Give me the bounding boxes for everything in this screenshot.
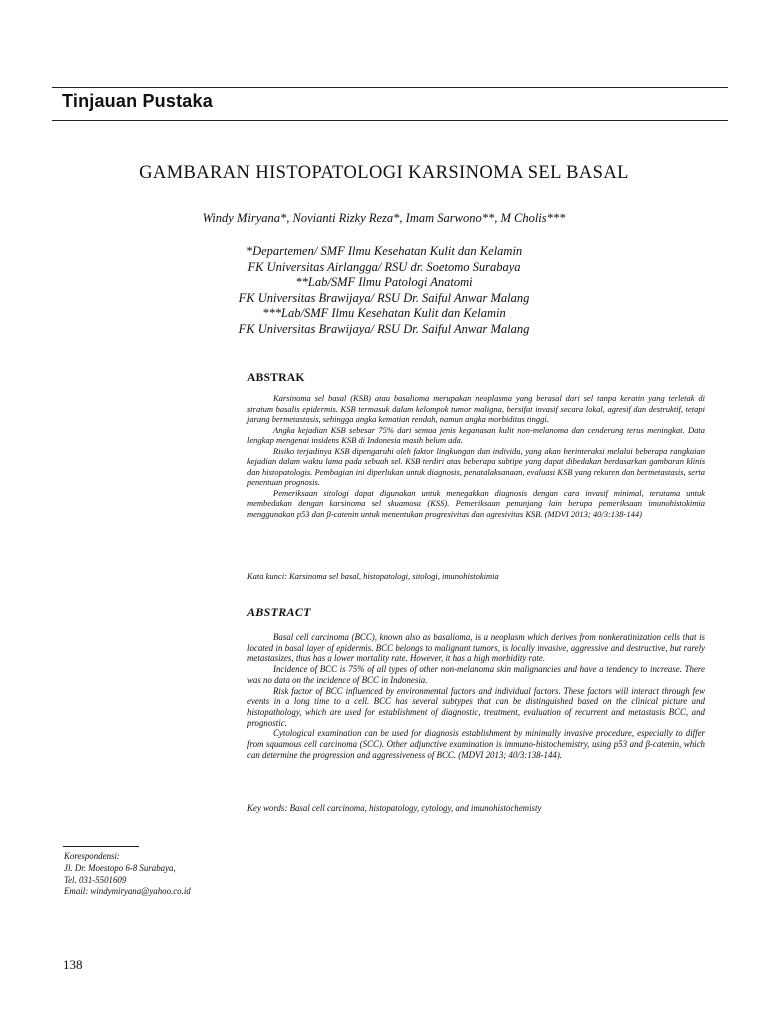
affiliations: [0, 244, 768, 338]
affiliation-line: ***Lab/SMF Ilmu Kesehatan Kulit dan Kelamin: [262, 306, 506, 321]
correspondence-footnote: [64, 851, 191, 898]
affiliation-line: FK Universitas Airlangga/ RSU dr. Soetomo Surabaya: [247, 259, 521, 274]
abstrak-paragraph: Angka kejadian KSB sebesar 75% dari semua jenis keganasan kulit non-melanoma dan cenderung terus meningkat. Data lengkap mengenai insidens KSB di Indonesia masih belum ada.: [247, 424, 705, 445]
correspondence-phone: Tel. 031-5501609: [64, 874, 127, 885]
abstract-body: [247, 632, 705, 760]
affiliation-line: *Departemen/ SMF Ilmu Kesehatan Kulit dan Kelamin: [245, 244, 523, 258]
abstract-paragraph: Risk factor of BCC influenced by environmental factors and individual factors. These factors will interact through few events in a long time to a cell. BCC has several subtypes that can be distinguished based on the clinical picture and histopathology, which are used for establishment of diagnostic, treatment, evaluation of recurrent and metastasis BCC, and prognostic.: [247, 685, 705, 728]
abstrak-body: [247, 393, 705, 519]
abstract-paragraph: Cytological examination can be used for diagnosis establishment by minimally invasive procedure, especially to differ from squamous cell carcinoma (SCC). Other adjunctive examination is immuno-histochemistry, using p53 and β-catenin, which can determine the progression and aggressiveness of BCC. (MDVI 2013; 40/3:138-144).: [247, 728, 705, 760]
abstract-paragraph: Incidence of BCC is 75% of all types of other non-melanoma skin malignancies and have a tendency to increase. There was no data on the incidence of BCC in Indonesia.: [247, 664, 705, 685]
abstrak-paragraph: Karsinoma sel basal (KSB) atau basalioma merupakan neoplasma yang berasal dari sel tanpa keratin yang terletak di stratum basalis epidermis. KSB termasuk dalam kelompok tumor maligna, bersifat invasif secara lokal, agresif dan destruktif, tetapi jarang bermetastasis, sehingga angka kematian rendah, namun angka morbiditas tinggi.: [247, 393, 705, 424]
header-bottom-rule: [52, 120, 728, 121]
correspondence-email: Email: windymiryana@yahoo.co.id: [64, 886, 191, 897]
abstrak-heading: ABSTRAK: [247, 372, 305, 384]
abstrak-paragraph: Risiko terjadinya KSB dipengaruhi oleh faktor lingkungan dan individu, yang akan berinteraksi melalui beberapa rangkaian kejadian dalam waktu lama pada sebuah sel. KSB terdiri atas beberapa subtipe yang dapat dibedakan berdasarkan gambaran klinis dan histopatologis. Pembagian ini diperlukan untuk diagnosis, penatalaksanaan, evaluasi KSB yang rekuren dan bermetastasis, serta penentuan prognosis.: [247, 445, 705, 487]
footnote-rule: [63, 846, 139, 847]
header-top-rule: [52, 87, 728, 88]
section-header: Tinjauan Pustaka: [62, 91, 213, 111]
page-number: 138: [63, 957, 83, 972]
author-list: Windy Miryana*, Novianti Rizky Reza*, Imam Sarwono**, M Cholis***: [202, 211, 566, 225]
key-words: Key words: Basal cell carcinoma, histopatology, cytology, and imunohistochemisty: [247, 803, 542, 813]
kata-kunci: Kata kunci: Karsinoma sel basal, histopatologi, sitologi, imunohistokimia: [247, 571, 499, 581]
correspondence-label: Korespondensi:: [64, 851, 120, 861]
article-title: GAMBARAN HISTOPATOLOGI KARSINOMA SEL BASAL: [139, 163, 629, 183]
affiliation-line: FK Universitas Brawijaya/ RSU Dr. Saiful Anwar Malang: [238, 321, 530, 336]
abstract-heading: ABSTRACT: [247, 605, 311, 619]
correspondence-address: Jl. Dr. Moestopo 6-8 Surabaya,: [64, 862, 176, 873]
abstract-paragraph: Basal cell carcinoma (BCC), known also as basalioma, is a neoplasm which derives from nonkeratinization cells that is located in basal layer of epidermis. BCC belongs to malignant tumors, is locally invasive, aggressive and destructive, but rarely metastasizes, thus has a lower mortality rate. However, it has a high morbidity rate.: [247, 632, 705, 664]
affiliation-line: FK Universitas Brawijaya/ RSU Dr. Saiful Anwar Malang: [238, 290, 530, 305]
affiliation-line: **Lab/SMF Ilmu Patologi Anatomi: [295, 275, 473, 290]
abstrak-paragraph: Pemeriksaan sitologi dapat digunakan untuk menegakkan diagnosis dengan cara invasif minimal, terutama untuk membedakan dengan karsinoma sel skuamosa (KSS). Pemeriksaan penunjang lain berupa pemeriksaan imunohistokimia menggunakan p53 dan β-catenin untuk menentukan progresivitas dan agresivitas KSB. (MDVI 2013; 40/3:138-144): [247, 487, 705, 519]
